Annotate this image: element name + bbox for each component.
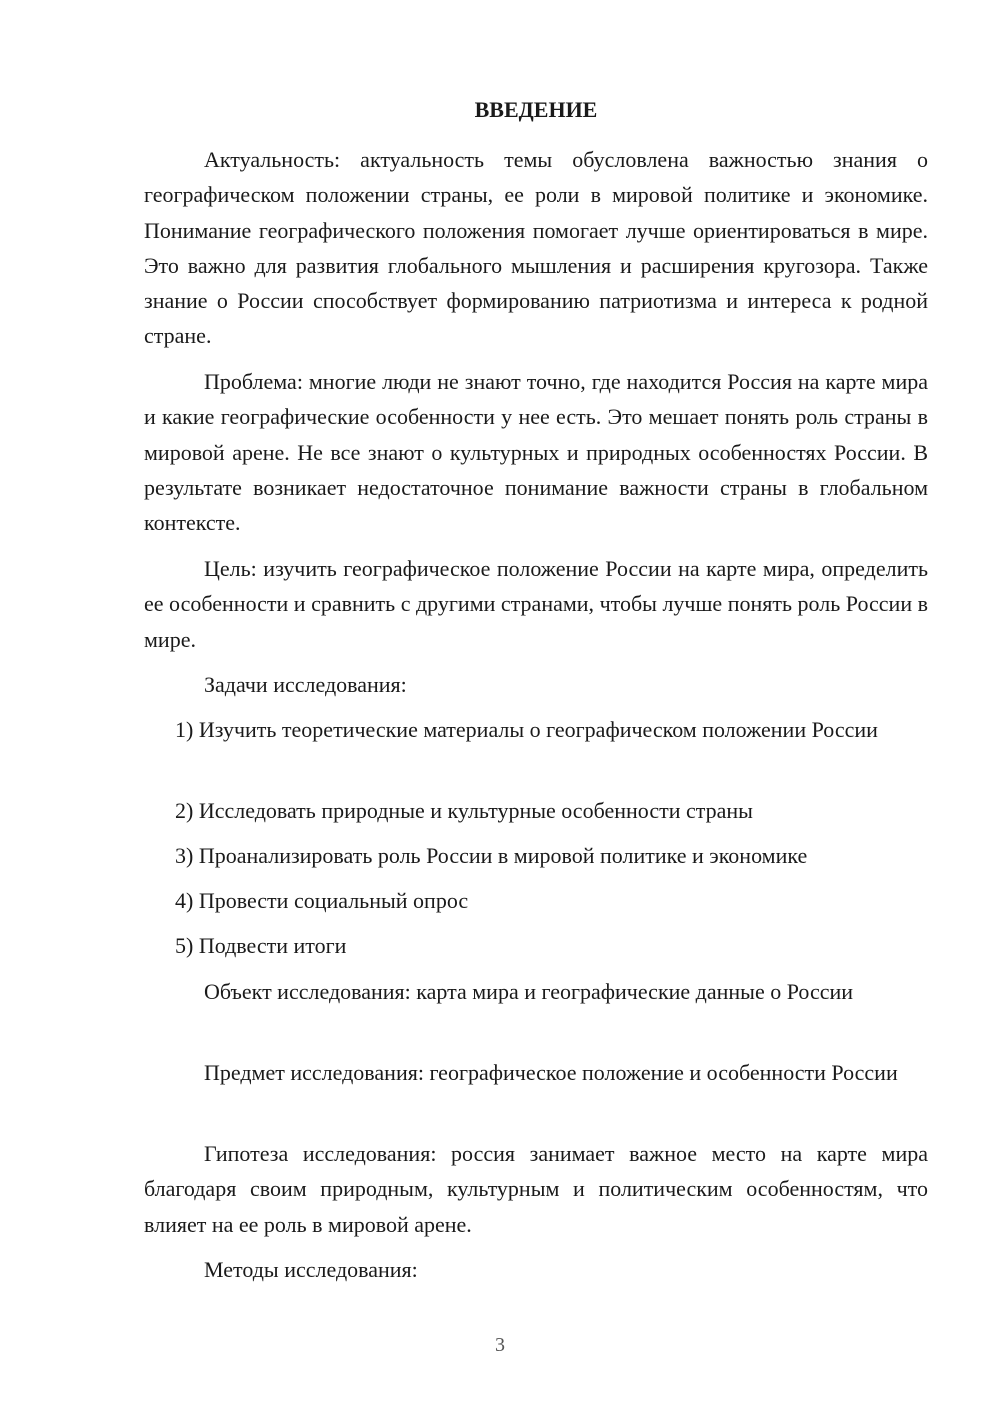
- tasks-title: Задачи исследования:: [204, 672, 407, 697]
- task-item: 1) Изучить теоретические материалы о географическом положении России: [175, 717, 878, 742]
- problem-paragraph: Проблема: многие люди не знают точно, где находится Россия на карте мира и какие географические особенности у нее есть. Это мешает понять роль страны в мировой арене. Не все знают о культурных и природных особенностях России. В результате возникает недостаточное понимание важности страны в глобальном контексте.: [144, 369, 928, 536]
- methods-title: Методы исследования:: [204, 1257, 418, 1282]
- task-item: 3) Проанализировать роль России в мировой политике и экономике: [175, 843, 808, 868]
- subject-paragraph: Предмет исследования: географическое положение и особенности России: [204, 1060, 898, 1085]
- goal-paragraph: Цель: изучить географическое положение России на карте мира, определить ее особенности и сравнить с другими странами, чтобы лучше понять роль России в мире.: [144, 556, 928, 652]
- relevance-paragraph: Актуальность: актуальность темы обусловлена важностью знания о географическом положении страны, ее роли в мировой политике и экономике. Понимание географического положения помогает лучше ориентироваться в мире. Это важно для развития глобального мышления и расширения кругозора. Также знание о России способствует формированию патриотизма и интереса к родной стране.: [144, 147, 928, 349]
- task-item: 5) Подвести итоги: [175, 933, 347, 958]
- object-paragraph: Объект исследования: карта мира и географические данные о России: [204, 979, 854, 1004]
- page-number: 3: [495, 1334, 505, 1356]
- task-item: 4) Провести социальный опрос: [175, 888, 469, 913]
- task-item: 2) Исследовать природные и культурные особенности страны: [175, 798, 753, 823]
- section-heading: ВВЕДЕНИЕ: [474, 97, 598, 122]
- hypothesis-paragraph: Гипотеза исследования: россия занимает важное место на карте мира благодаря своим природным, культурным и политическим особенностям, что влияет на ее роль в мировой арене.: [144, 1141, 928, 1237]
